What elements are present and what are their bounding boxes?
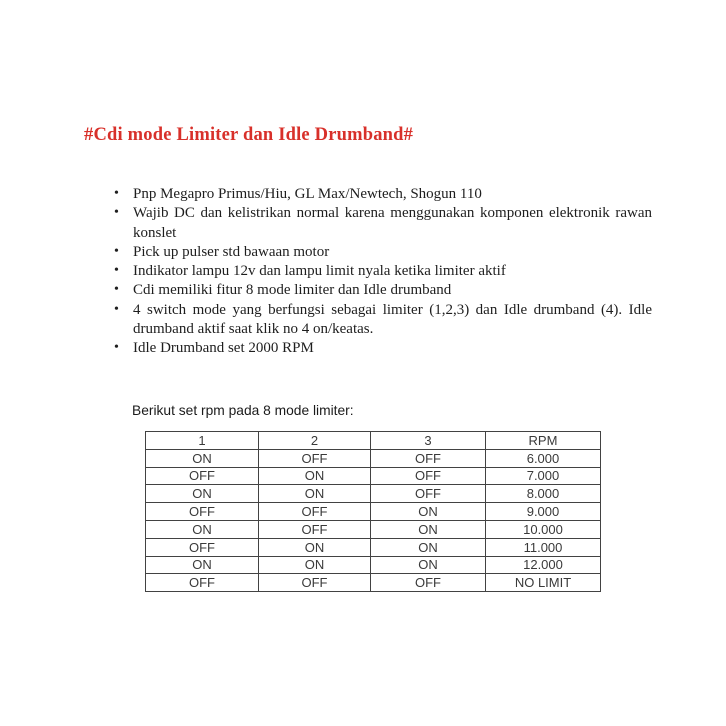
list-item [114, 204, 652, 243]
list-item-text: Cdi memiliki fitur 8 mode limiter dan Idle drumband [133, 282, 452, 299]
bullet-icon: • [114, 263, 119, 279]
list-item-text: konslet [133, 224, 177, 241]
table-cell: ON [371, 520, 486, 538]
list-item [114, 339, 652, 358]
table-cell: ON [371, 538, 486, 556]
list-item-text: Wajib DC dan kelistrikan normal karena menggunakan komponen elektronik rawan [133, 205, 652, 222]
header-cell: RPM [486, 432, 601, 450]
table-cell: OFF [371, 449, 486, 467]
list-item [114, 281, 652, 300]
list-item-text: drumband aktif saat klik no 4 on/keatas. [133, 321, 374, 338]
bullet-icon: • [114, 340, 119, 356]
list-item-text: 4 switch mode yang berfungsi sebagai limiter (1,2,3) dan Idle drumband (4). Idle [133, 301, 652, 318]
table-row [146, 556, 601, 574]
page-title: #Cdi mode Limiter dan Idle Drumband# [84, 125, 414, 145]
table-cell: NO LIMIT [486, 574, 601, 592]
bullet-icon: • [114, 301, 119, 317]
table-cell: OFF [259, 449, 371, 467]
table-cell: ON [146, 485, 259, 503]
table-cell: ON [146, 449, 259, 467]
list-item-text: Indikator lampu 12v dan lampu limit nyala ketika limiter aktif [133, 263, 506, 280]
header-cell: 2 [259, 432, 371, 450]
table-row [146, 520, 601, 538]
table-row [146, 485, 601, 503]
table-cell: ON [371, 556, 486, 574]
table-cell: OFF [371, 485, 486, 503]
table-cell: OFF [259, 574, 371, 592]
table-cell: ON [259, 556, 371, 574]
header-cell: 1 [146, 432, 259, 450]
table-cell: 12.000 [486, 556, 601, 574]
rpm-mode-table [145, 431, 601, 592]
table-cell: OFF [146, 503, 259, 521]
table-cell: 9.000 [486, 503, 601, 521]
table-cell: OFF [259, 503, 371, 521]
table-cell: OFF [146, 467, 259, 485]
list-item [114, 262, 652, 281]
table-row [146, 503, 601, 521]
list-item [114, 185, 652, 204]
list-item [114, 243, 652, 262]
table-cell: 8.000 [486, 485, 601, 503]
table-cell: 7.000 [486, 467, 601, 485]
table-cell: ON [259, 467, 371, 485]
table-cell: OFF [146, 538, 259, 556]
table-caption: Berikut set rpm pada 8 mode limiter: [132, 403, 354, 418]
table-cell: 6.000 [486, 449, 601, 467]
bullet-icon: • [114, 205, 119, 221]
table-row [146, 574, 601, 592]
bullet-icon: • [114, 282, 119, 298]
table-cell: OFF [371, 467, 486, 485]
table-cell: ON [146, 520, 259, 538]
table-row [146, 467, 601, 485]
header-cell: 3 [371, 432, 486, 450]
table-cell: ON [146, 556, 259, 574]
table-cell: 11.000 [486, 538, 601, 556]
table-header-row [146, 432, 601, 450]
list-item-text: Pnp Megapro Primus/Hiu, GL Max/Newtech, Shogun 110 [133, 186, 482, 202]
table-cell: 10.000 [486, 520, 601, 538]
bullet-icon: • [114, 243, 119, 259]
table-cell: OFF [259, 520, 371, 538]
table-row [146, 449, 601, 467]
table-cell: ON [371, 503, 486, 521]
list-item [114, 301, 652, 340]
list-item-text: Idle Drumband set 2000 RPM [133, 340, 314, 357]
table-cell: ON [259, 485, 371, 503]
table-cell: OFF [371, 574, 486, 592]
list-item-text: Pick up pulser std bawaan motor [133, 243, 330, 260]
bullet-list [114, 185, 652, 359]
table-row [146, 538, 601, 556]
bullet-icon: • [114, 186, 119, 201]
table-cell: ON [259, 538, 371, 556]
table-cell: OFF [146, 574, 259, 592]
